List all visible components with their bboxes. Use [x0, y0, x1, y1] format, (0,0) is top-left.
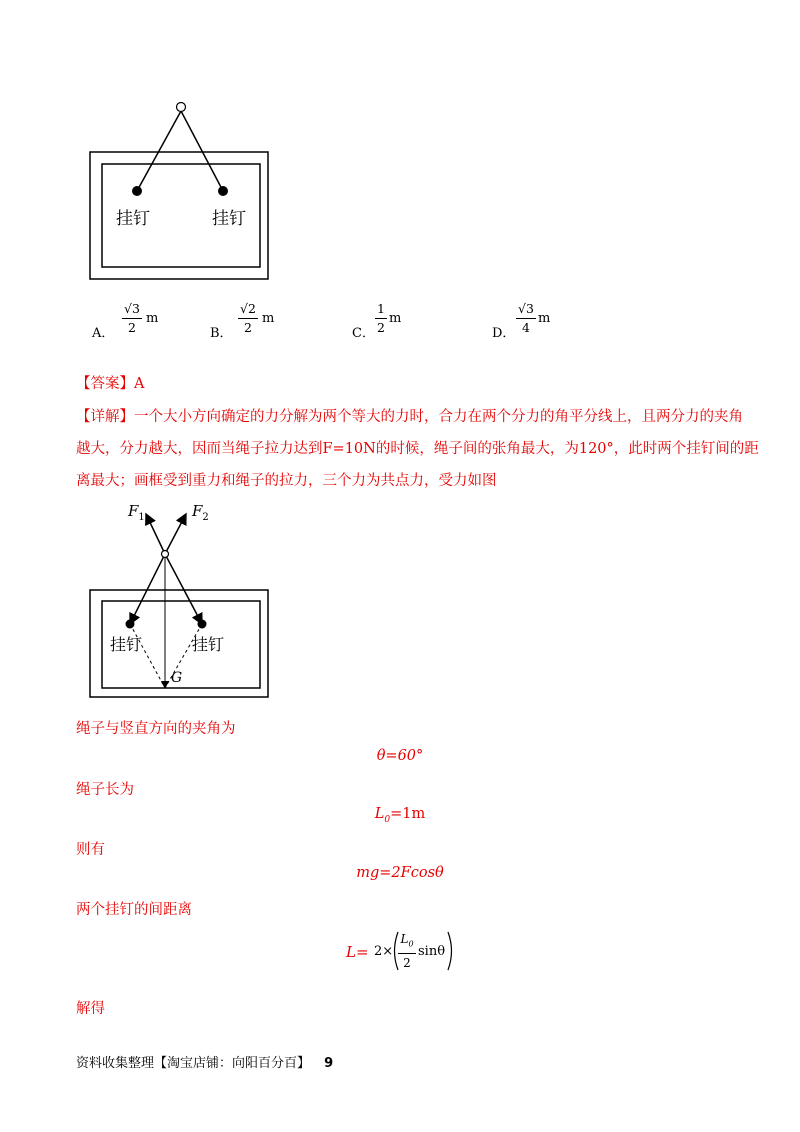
- force-g-label: G: [171, 670, 183, 686]
- distance-fraction: $L_0$ 2: [398, 930, 416, 973]
- option-a-fraction: $\frac{√3}{2}$: [124, 301, 140, 335]
- detail-bracket: 【详解】: [76, 409, 134, 425]
- length-intro: 绳子长为: [76, 782, 134, 798]
- detail-line-3: 离最大；画框受到重力和绳子的拉力，三个力为共点力，受力如图: [76, 473, 497, 489]
- force-f1-label: $F_1$: [128, 502, 145, 523]
- force-equation: mg=2Fcosθ: [356, 865, 444, 881]
- page-number: 9: [324, 1056, 334, 1071]
- angle-equation: θ=60°: [376, 748, 424, 764]
- force-f2-arrow: [165, 514, 186, 554]
- rope-right: [165, 554, 202, 624]
- paren-right: [446, 930, 456, 972]
- then-text: 则有: [76, 842, 105, 858]
- option-b-letter: B．: [210, 326, 233, 341]
- force-f1-arrow: [146, 514, 165, 554]
- page-footer: [76, 1052, 333, 1071]
- hook-label-right: 挂钉: [212, 209, 246, 229]
- force-f2-label: $F_2$: [192, 502, 209, 523]
- nail-top: [162, 551, 169, 558]
- rope-left: [130, 554, 165, 624]
- option-d-fraction: $\frac{√3}{4}$: [518, 301, 534, 335]
- answer-bracket: 【答案】: [76, 376, 134, 392]
- option-b-unit: m: [262, 311, 275, 326]
- option-d-unit: m: [538, 311, 551, 326]
- option-b-fraction: $\frac{√2}{2}$: [240, 301, 256, 335]
- distance-coef: 2×: [374, 944, 394, 959]
- distance-l: L=: [346, 943, 369, 961]
- solve-text: 解得: [76, 1001, 105, 1017]
- option-a-letter: A．: [92, 326, 115, 341]
- answer-line: [76, 372, 144, 393]
- hook-label-right: 挂钉: [192, 635, 225, 654]
- rope-right: [181, 111, 223, 191]
- detail-line-2: 越大，分力越大，因而当绳子拉力达到F=10N的时候，绳子间的张角最大，为120°，此时两个挂钉间的距: [76, 441, 759, 457]
- nail-top: [177, 103, 186, 112]
- distance-equation: [346, 930, 456, 972]
- hook-label-left: 挂钉: [116, 209, 150, 229]
- footer-text: 资料收集整理【淘宝店铺：向阳百分百】: [76, 1056, 311, 1071]
- option-a-unit: m: [146, 311, 159, 326]
- distance-intro: 两个挂钉的间距离: [76, 902, 192, 918]
- hook-left: [126, 620, 135, 629]
- option-d-letter: D．: [492, 326, 516, 341]
- option-c-letter: C．: [352, 326, 375, 341]
- distance-sin: sinθ: [418, 944, 446, 959]
- detail-line-1: 【详解】一个大小方向确定的力分解为两个等大的力时，合力在两个分力的角平分线上，且两分力的夹角: [76, 409, 743, 425]
- length-equation: $L_0=1m$: [374, 806, 426, 825]
- hook-label-left: 挂钉: [110, 635, 143, 654]
- hook-right: [218, 186, 228, 196]
- rope-left: [137, 111, 181, 191]
- hook-left: [132, 186, 142, 196]
- option-c-unit: m: [389, 311, 402, 326]
- angle-intro: 绳子与竖直方向的夹角为: [76, 721, 236, 737]
- hook-right: [198, 620, 207, 629]
- option-c-fraction: $\frac{1}{2}$: [377, 301, 385, 335]
- figure-frame-hanging: [80, 95, 280, 285]
- answer-value: A: [134, 376, 145, 392]
